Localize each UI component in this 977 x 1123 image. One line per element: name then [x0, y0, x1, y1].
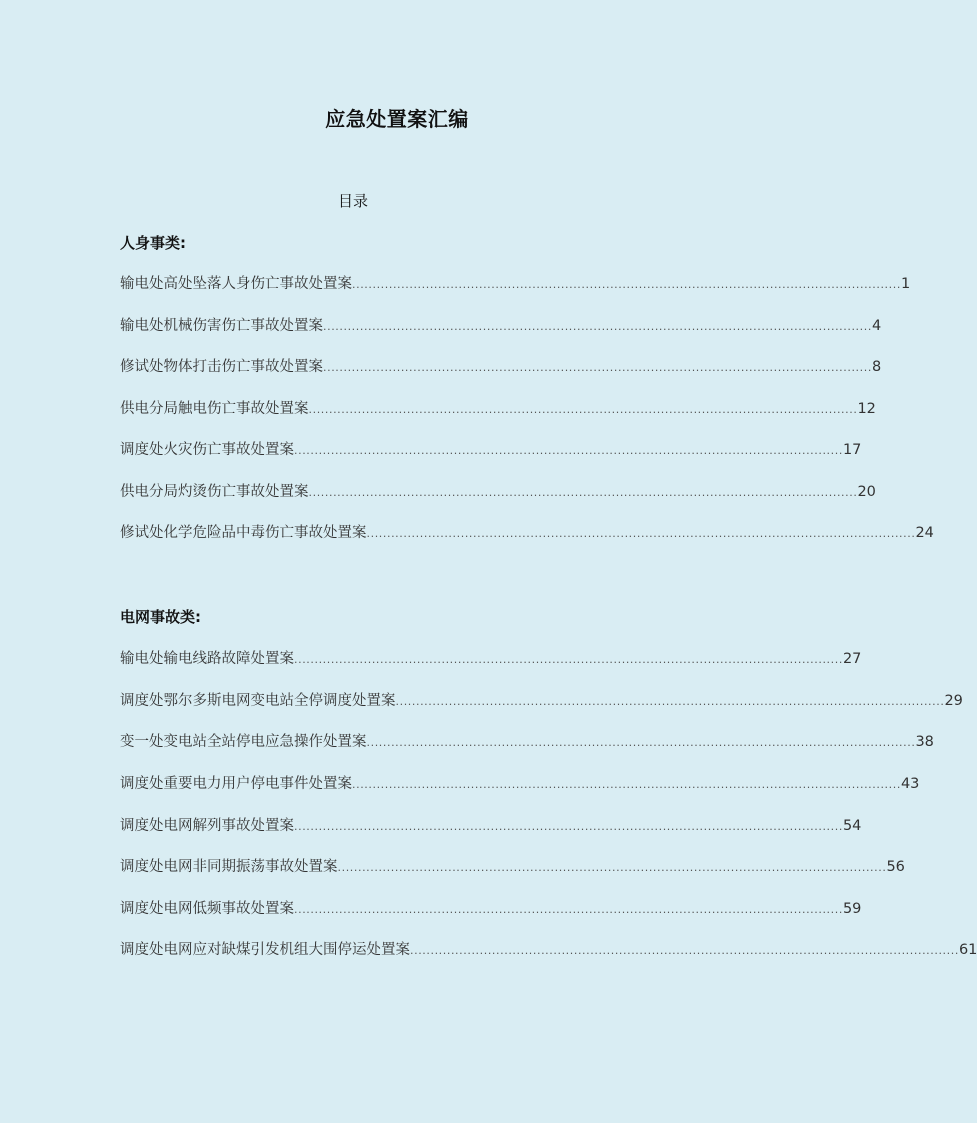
toc-entry-label: 供电分局触电伤亡事故处置案 — [120, 401, 309, 417]
toc-entry-label: 调度处电网解列事故处置案 — [120, 818, 294, 834]
toc-leader-dots: ...................................................................................................................................... — [308, 486, 858, 499]
toc-leader-dots: ...................................................................................................................................... — [352, 278, 901, 291]
toc-leader-dots: ...................................................................................................................................... — [294, 903, 843, 916]
toc-leader-dots: ...................................................................................................................................... — [308, 403, 858, 416]
toc-entry-page: 59 — [842, 901, 862, 917]
toc-entry-page: 1 — [900, 276, 911, 292]
toc-entry[interactable] — [120, 521, 934, 541]
toc-leader-dots: ...................................................................................................................................... — [337, 861, 887, 874]
toc-entry[interactable] — [120, 272, 911, 292]
toc-entry-page: 12 — [857, 401, 876, 417]
toc-leader-dots: ...................................................................................................................................... — [352, 778, 901, 791]
toc-leader-dots: ...................................................................................................................................... — [395, 695, 945, 708]
toc-entry-page: 38 — [915, 734, 934, 750]
toc-entry[interactable] — [120, 314, 882, 334]
toc-entry[interactable] — [120, 855, 905, 875]
toc-entry-page: 20 — [857, 484, 876, 500]
toc-entry[interactable] — [120, 480, 876, 500]
toc-entry[interactable] — [120, 689, 963, 709]
toc-entry-page: 27 — [842, 651, 862, 667]
toc-leader-dots: ...................................................................................................................................... — [294, 444, 843, 457]
toc-entry-label: 输电处高处坠落人身伤亡事故处置案 — [120, 276, 352, 292]
toc-entry-label: 调度处电网应对缺煤引发机组大围停运处置案 — [120, 942, 410, 958]
toc-entry-page: 24 — [915, 525, 934, 541]
toc-entry-page: 8 — [871, 359, 882, 375]
toc-entry-label: 调度处鄂尔多斯电网变电站全停调度处置案 — [120, 693, 396, 709]
section-title-personal-accidents: 人身事类: — [120, 234, 186, 252]
section-title-grid-accidents: 电网事故类: — [120, 608, 201, 626]
toc-entry[interactable] — [120, 897, 862, 917]
toc-entry-label: 调度处电网低频事故处置案 — [120, 901, 294, 917]
toc-entry-page: 61 — [958, 942, 977, 958]
toc-leader-dots: ...................................................................................................................................... — [410, 944, 959, 957]
toc-entry[interactable] — [120, 938, 977, 958]
toc-entry[interactable] — [120, 730, 934, 750]
toc-entry-page: 56 — [886, 859, 905, 875]
toc-entry-page: 17 — [842, 442, 862, 458]
toc-entry[interactable] — [120, 772, 920, 792]
toc-entry-page: 54 — [842, 818, 862, 834]
toc-leader-dots: ...................................................................................................................................... — [294, 820, 843, 833]
toc-entry-label: 输电处输电线路故障处置案 — [120, 651, 294, 667]
toc-entry-page: 43 — [900, 776, 920, 792]
toc-entry-label: 修试处物体打击伤亡事故处置案 — [120, 359, 323, 375]
toc-entry-label: 变一处变电站全站停电应急操作处置案 — [120, 734, 367, 750]
toc-entry-label: 调度处电网非同期振荡事故处置案 — [120, 859, 338, 875]
toc-entry-label: 输电处机械伤害伤亡事故处置案 — [120, 318, 323, 334]
toc-entry-page: 29 — [944, 693, 963, 709]
toc-entry[interactable] — [120, 647, 862, 667]
toc-entry-label: 修试处化学危险品中毒伤亡事故处置案 — [120, 525, 367, 541]
toc-entry[interactable] — [120, 355, 882, 375]
toc-leader-dots: ...................................................................................................................................... — [323, 361, 872, 374]
document-title: 应急处置案汇编 — [325, 107, 469, 131]
toc-entry[interactable] — [120, 438, 862, 458]
toc-entry-label: 供电分局灼烫伤亡事故处置案 — [120, 484, 309, 500]
toc-leader-dots: ...................................................................................................................................... — [323, 320, 872, 333]
toc-entry[interactable] — [120, 397, 876, 417]
toc-leader-dots: ...................................................................................................................................... — [294, 653, 843, 666]
toc-leader-dots: ...................................................................................................................................... — [366, 527, 916, 540]
toc-leader-dots: ...................................................................................................................................... — [366, 736, 916, 749]
toc-entry[interactable] — [120, 814, 862, 834]
toc-entry-label: 调度处重要电力用户停电事件处置案 — [120, 776, 352, 792]
toc-heading: 目录 — [337, 192, 368, 210]
toc-entry-page: 4 — [871, 318, 882, 334]
toc-entry-label: 调度处火灾伤亡事故处置案 — [120, 442, 294, 458]
